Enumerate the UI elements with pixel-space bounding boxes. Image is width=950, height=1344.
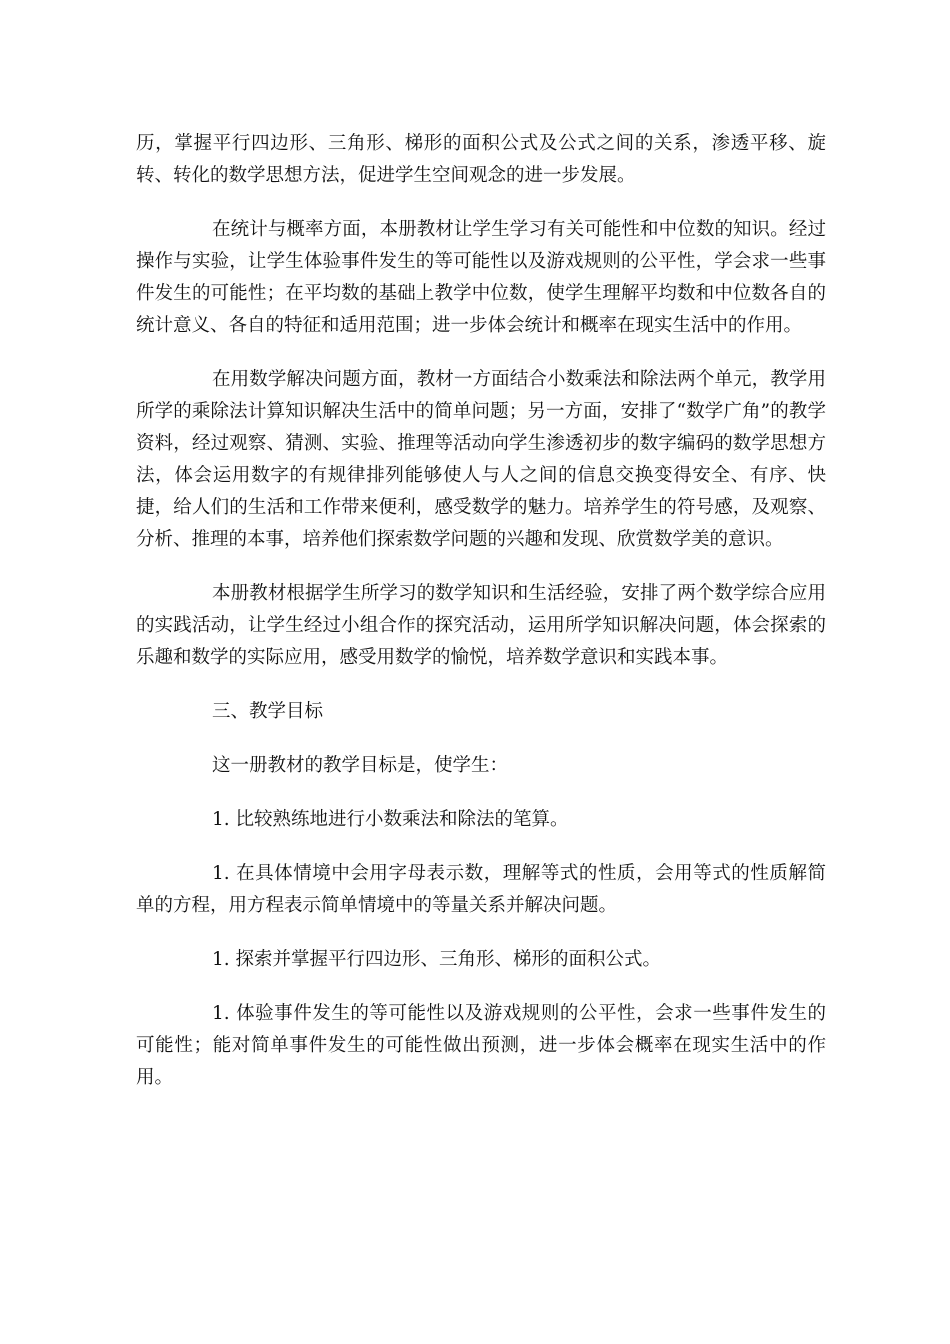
goal-item-area-formulas: 1. 探索并掌握平行四边形、三角形、梯形的面积公式。 — [212, 949, 662, 970]
goal-item-equations: 1. 在具体情境中会用字母表示数，理解等式的性质，会用等式的性质解简单的方程，用方程表示简单情境中的等量关系并解决问题。 — [136, 863, 826, 916]
section-heading-teaching-goals: 三、教学目标 — [212, 701, 324, 722]
paragraph-goals-intro: 这一册教材的教学目标是，使学生： — [212, 755, 509, 776]
paragraph-statistics-probability: 在统计与概率方面，本册教材让学生学习有关可能性和中位数的知识。经过操作与实验，让学生体验事件发生的等可能性以及游戏规则的公平性，学会求一些事件发生的可能性；在平均数的基础上教学中位数，使学生理解平均数和中位数各自的统计意义、各自的特征和适用范围；进一步体会统计和概率在现实生活中的作用。 — [136, 219, 826, 336]
paragraph-continued: 历，掌握平行四边形、三角形、梯形的面积公式及公式之间的关系，渗透平移、旋转、转化的数学思想方法，促进学生空间观念的进一步发展。 — [136, 133, 826, 186]
paragraph-problem-solving: 在用数学解决问题方面，教材一方面结合小数乘法和除法两个单元，教学用所学的乘除法计算知识解决生活中的简单问题；另一方面，安排了“数学广角”的教学资料，经过观察、猜测、实验、推理等活动向学生渗透初步的数字编码的数学思想方法，体会运用数字的有规律排列能够使人与人之间的信息交换变得安全、有序、快捷，给人们的生活和工作带来便利，感受数学的魅力。培养学生的符号感，及观察、分析、推理的本事，培养他们探索数学问题的兴趣和发现、欣赏数学美的意识。 — [136, 369, 826, 550]
paragraph-practice-activities: 本册教材根据学生所学习的数学知识和生活经验，安排了两个数学综合应用的实践活动，让学生经过小组合作的探究活动，运用所学知识解决问题，体会探索的乐趣和数学的实际应用，感受用数学的愉悦，培养数学意识和实践本事。 — [136, 583, 826, 668]
document-page — [136, 128, 826, 1116]
goal-item-decimal-calculation: 1. 比较熟练地进行小数乘法和除法的笔算。 — [212, 809, 569, 830]
goal-item-probability: 1. 体验事件发生的等可能性以及游戏规则的公平性，会求一些事件发生的可能性；能对简单事件发生的可能性做出预测，进一步体会概率在现实生活中的作用。 — [136, 1003, 826, 1088]
